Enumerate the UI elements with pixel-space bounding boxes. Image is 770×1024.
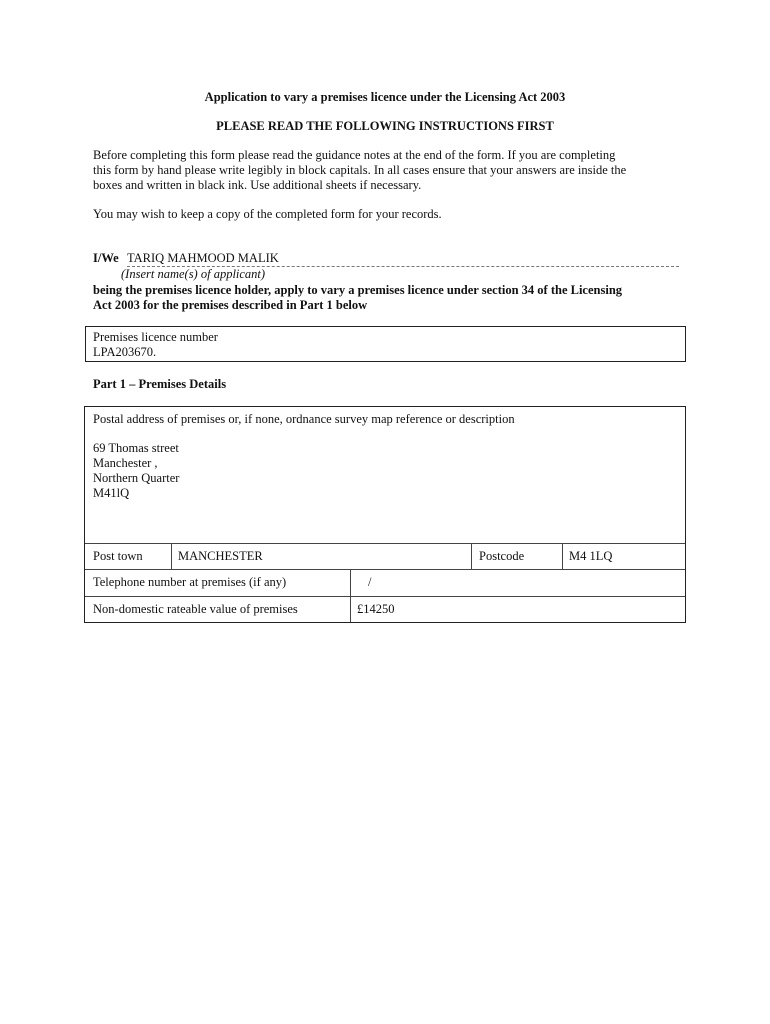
rateable-value-value[interactable]: £14250 bbox=[357, 602, 395, 616]
row-divider bbox=[85, 543, 685, 544]
post-town-value[interactable]: MANCHESTER bbox=[178, 549, 263, 563]
intro-line-1: Before completing this form please read the guidance notes at the end of the form. If you are completing bbox=[93, 148, 616, 162]
licence-number-box[interactable] bbox=[85, 326, 686, 362]
applicant-name-hint: (Insert name(s) of applicant) bbox=[121, 267, 266, 281]
licence-number-value[interactable]: LPA203670. bbox=[93, 345, 157, 359]
statement-line-1: being the premises licence holder, apply to vary a premises licence under section 34 of the Licensing bbox=[93, 283, 623, 297]
postcode-label: Postcode bbox=[479, 549, 525, 563]
column-divider bbox=[471, 543, 472, 569]
address-line-1: 69 Thomas street bbox=[93, 441, 179, 455]
address-line-3: Northern Quarter bbox=[93, 471, 180, 485]
column-divider bbox=[562, 543, 563, 569]
intro-line-3: boxes and written in black ink. Use additional sheets if necessary. bbox=[93, 178, 422, 192]
licence-number-label: Premises licence number bbox=[93, 330, 218, 344]
row-divider bbox=[85, 569, 685, 570]
copy-note: You may wish to keep a copy of the completed form for your records. bbox=[93, 207, 442, 221]
address-line-4: M41lQ bbox=[93, 486, 130, 500]
address-label: Postal address of premises or, if none, ordnance survey map reference or description bbox=[93, 412, 515, 426]
address-value[interactable] bbox=[93, 441, 179, 501]
applicant-name-field[interactable]: TARIQ MAHMOOD MALIK bbox=[127, 251, 279, 265]
part1-heading: Part 1 – Premises Details bbox=[93, 377, 227, 391]
premises-details-table bbox=[84, 406, 686, 623]
column-divider bbox=[350, 569, 351, 622]
applicant-prefix: I/We bbox=[93, 251, 119, 265]
rateable-value-label: Non-domestic rateable value of premises bbox=[93, 602, 298, 616]
intro-line-2: this form by hand please write legibly in block capitals. In all cases ensure that your answers are inside the bbox=[93, 163, 627, 177]
post-town-label: Post town bbox=[93, 549, 143, 563]
telephone-label: Telephone number at premises (if any) bbox=[93, 575, 287, 589]
form-title: Application to vary a premises licence under the Licensing Act 2003 bbox=[204, 90, 566, 104]
applicant-statement bbox=[93, 283, 693, 313]
statement-line-2: Act 2003 for the premises described in Part 1 below bbox=[93, 298, 368, 312]
row-divider bbox=[85, 596, 685, 597]
postcode-value[interactable]: M4 1LQ bbox=[569, 549, 613, 563]
column-divider bbox=[171, 543, 172, 569]
telephone-value[interactable]: / bbox=[368, 575, 372, 589]
intro-paragraph bbox=[93, 148, 693, 193]
address-line-2: Manchester , bbox=[93, 456, 158, 470]
instructions-heading: PLEASE READ THE FOLLOWING INSTRUCTIONS FIRST bbox=[216, 119, 554, 133]
